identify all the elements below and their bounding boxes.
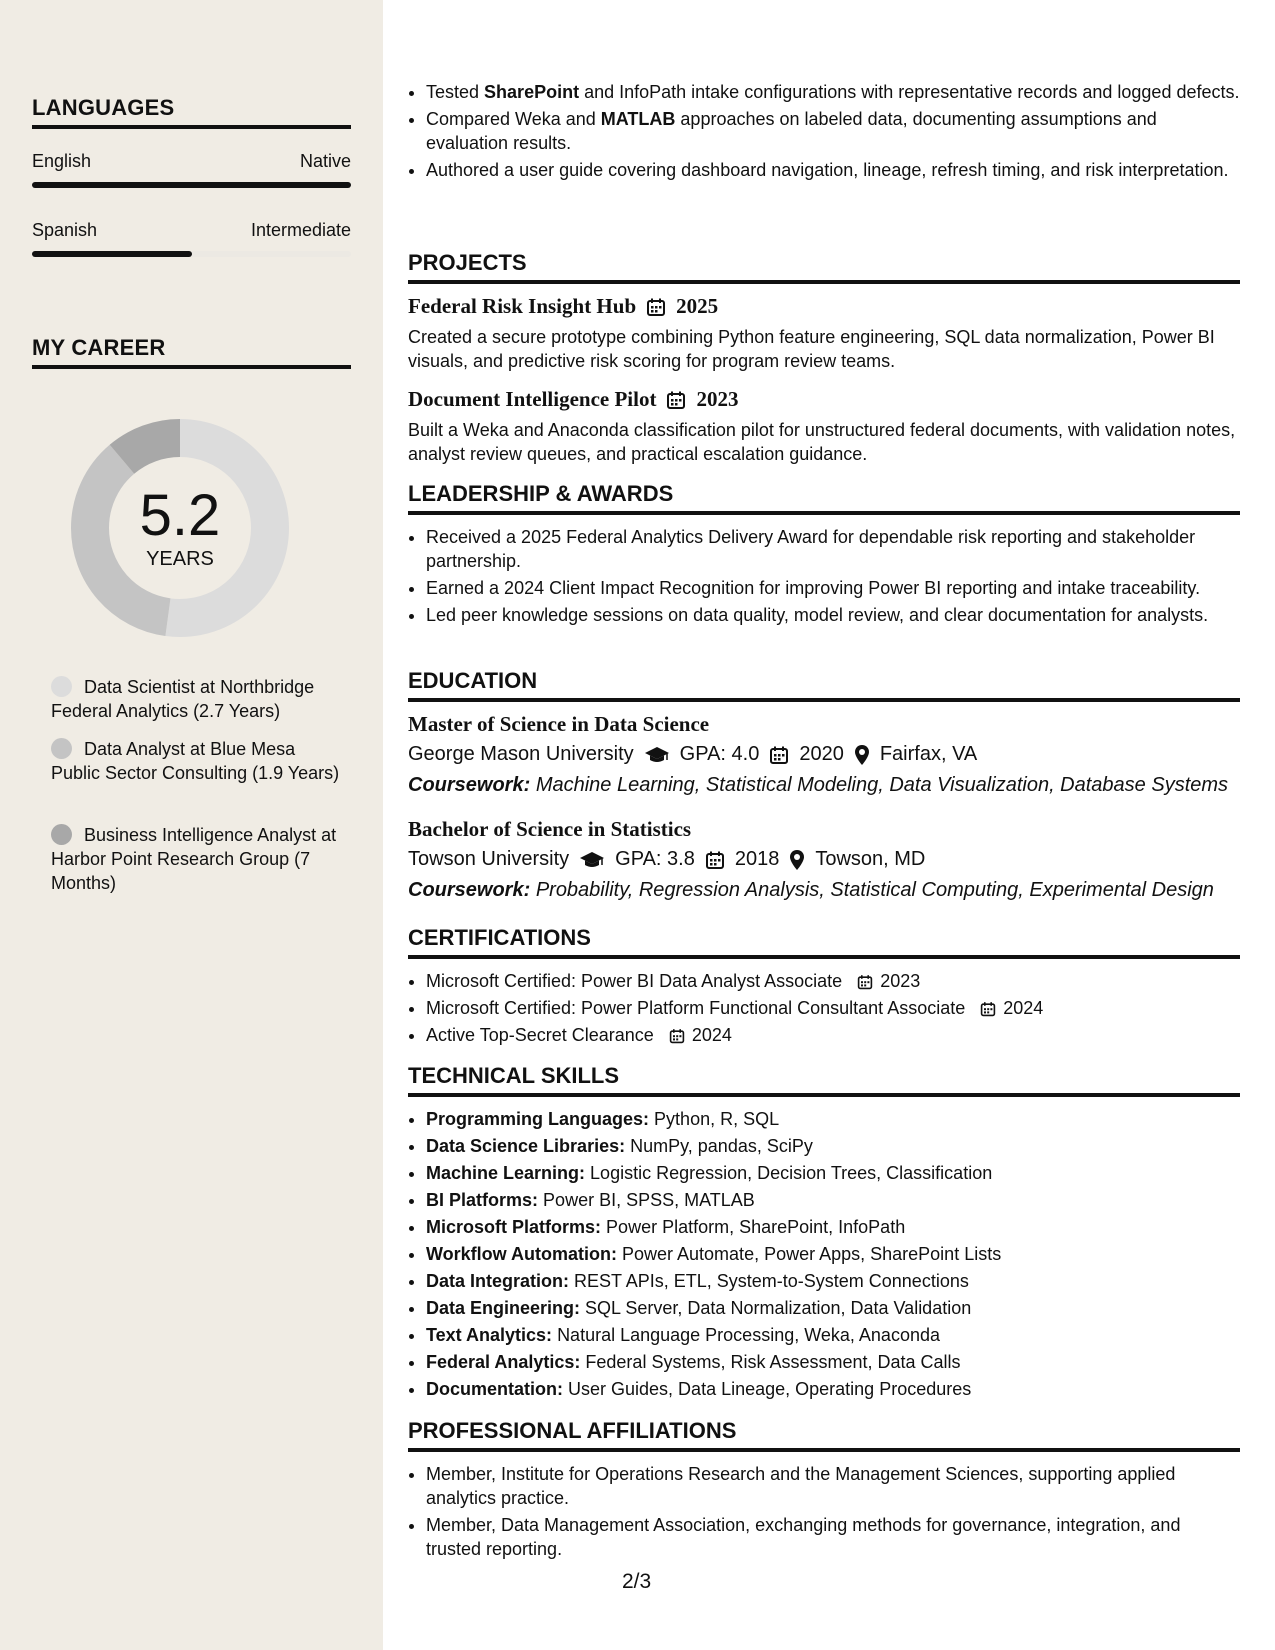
calendar-icon (857, 974, 873, 990)
sidebar (0, 0, 383, 1650)
leadership-section (408, 481, 1240, 630)
graduation-year: 2018 (734, 848, 780, 870)
legend-dot (51, 676, 72, 697)
language-name: English (32, 151, 92, 171)
leadership-item: • Led peer knowledge sessions on data quality, model review, and clear documentation for analysts. (426, 603, 1240, 627)
certification-item: • Microsoft Certified: Power BI Data Analyst Associate 2023 (426, 969, 1240, 993)
certifications-section (408, 925, 1240, 1050)
calendar-icon (666, 390, 686, 410)
project-title: Federal Risk Insight Hub (408, 294, 637, 318)
school-location: Fairfax, VA (879, 743, 978, 765)
career-donut-chart (65, 413, 295, 643)
calendar-icon (705, 850, 725, 870)
language-name: Spanish (32, 220, 98, 240)
affiliations-section (408, 1418, 1240, 1564)
experience-bullet: • Tested SharePoint and InfoPath intake configurations with representative records and logged defects. (426, 80, 1240, 104)
gpa: GPA: 3.8 (615, 848, 695, 870)
career-section (32, 335, 351, 369)
coursework: Probability, Regression Analysis, Statistical Computing, Experimental Design (535, 879, 1214, 901)
language-spanish (32, 220, 351, 257)
gpa: GPA: 4.0 (679, 743, 760, 765)
coursework-label: Coursework: (408, 879, 531, 901)
calendar-icon (769, 745, 789, 765)
languages-heading: LANGUAGES (32, 95, 351, 129)
skill-item: • Microsoft Platforms: Power Platform, SharePoint, InfoPath (426, 1215, 1240, 1239)
legend-label: Data Analyst at Blue Mesa Public Sector Consulting (1.9 Years) (51, 739, 340, 783)
coursework-label: Coursework: (408, 774, 531, 796)
project-year: 2023 (696, 387, 739, 411)
main-content (408, 0, 1240, 1650)
skills-section (408, 1063, 1240, 1404)
skill-item: • Federal Analytics: Federal Systems, Risk Assessment, Data Calls (426, 1350, 1240, 1374)
language-bar-fill (32, 251, 192, 257)
language-english (32, 151, 351, 188)
leadership-heading: LEADERSHIP & AWARDS (408, 481, 1240, 515)
career-total-value: 5.2 (139, 482, 221, 548)
legend-label: Data Scientist at Northbridge Federal Analytics (2.7 Years) (51, 677, 315, 721)
coursework: Machine Learning, Statistical Modeling, Data Visualization, Database Systems (535, 774, 1229, 796)
certification-item: • Active Top-Secret Clearance 2024 (426, 1023, 1240, 1047)
leadership-item: • Earned a 2024 Client Impact Recognition for improving Power BI reporting and intake traceability. (426, 576, 1240, 600)
degree-title: Master of Science in Data Science (408, 712, 710, 736)
project-description: Created a secure prototype combining Python feature engineering, SQL data normalization, Power BI visuals, and predictive risk scoring for program review teams. (408, 327, 1215, 371)
experience-bullet: • Compared Weka and MATLAB approaches on labeled data, documenting assumptions and evaluation results. (426, 107, 1240, 155)
education-section (408, 668, 1240, 902)
language-level: Intermediate (250, 220, 351, 240)
skill-item: • Programming Languages: Python, R, SQL (426, 1107, 1240, 1131)
projects-section (408, 250, 1240, 466)
legend-dot (51, 824, 72, 845)
leadership-item: • Received a 2025 Federal Analytics Delivery Award for dependable risk reporting and stakeholder partnership. (426, 525, 1240, 573)
education-entry (408, 712, 1240, 797)
language-bar-track (32, 182, 351, 188)
projects-heading: PROJECTS (408, 250, 1240, 284)
career-total-unit: YEARS (146, 547, 214, 570)
certifications-heading: CERTIFICATIONS (408, 925, 1240, 959)
experience-bullet: • Authored a user guide covering dashboard navigation, lineage, refresh timing, and risk interpretation. (426, 158, 1240, 182)
degree-title: Bachelor of Science in Statistics (408, 817, 692, 841)
affiliation-item: • Member, Data Management Association, exchanging methods for governance, integration, and trusted reporting. (426, 1513, 1240, 1561)
school-name: Towson University (408, 848, 570, 870)
calendar-icon (646, 297, 666, 317)
graduation-cap-icon (579, 850, 605, 870)
languages-section (32, 95, 351, 257)
project-entry (408, 294, 1240, 373)
skill-item: • Data Science Libraries: NumPy, pandas, SciPy (426, 1134, 1240, 1158)
skill-item: • BI Platforms: Power BI, SPSS, MATLAB (426, 1188, 1240, 1212)
school-location: Towson, MD (815, 848, 926, 870)
skill-item: • Text Analytics: Natural Language Processing, Weka, Anaconda (426, 1323, 1240, 1347)
page-number: 2/3 (622, 1570, 652, 1593)
education-entry (408, 817, 1240, 902)
career-legend-item (51, 737, 341, 785)
career-heading: MY CAREER (32, 335, 351, 369)
experience-continued (408, 80, 1240, 185)
graduation-cap-icon (644, 745, 670, 765)
map-pin-icon (789, 849, 805, 871)
graduation-year: 2020 (799, 743, 844, 765)
project-entry (408, 387, 1240, 466)
education-heading: EDUCATION (408, 668, 1240, 702)
language-level: Native (299, 151, 351, 171)
career-legend-item (51, 675, 341, 723)
certification-item: • Microsoft Certified: Power Platform Functional Consultant Associate 2024 (426, 996, 1240, 1020)
skill-item: • Data Integration: REST APIs, ETL, System-to-System Connections (426, 1269, 1240, 1293)
project-year: 2025 (676, 294, 719, 318)
calendar-icon (980, 1001, 996, 1017)
legend-label: Business Intelligence Analyst at Harbor Point Research Group (7 Months) (51, 825, 337, 893)
affiliation-item: • Member, Institute for Operations Research and the Management Sciences, supporting applied analytics practice. (426, 1462, 1240, 1510)
legend-dot (51, 738, 72, 759)
map-pin-icon (854, 744, 870, 766)
project-description: Built a Weka and Anaconda classification pilot for unstructured federal documents, with validation notes, analyst review queues, and practical escalation guidance. (408, 420, 1236, 464)
project-title: Document Intelligence Pilot (408, 387, 657, 411)
skill-item: • Data Engineering: SQL Server, Data Normalization, Data Validation (426, 1296, 1240, 1320)
calendar-icon (669, 1028, 685, 1044)
skill-item: • Workflow Automation: Power Automate, Power Apps, SharePoint Lists (426, 1242, 1240, 1266)
career-legend-item (51, 823, 341, 895)
school-name: George Mason University (408, 743, 634, 765)
language-bar-track (32, 251, 351, 257)
skill-item: • Machine Learning: Logistic Regression, Decision Trees, Classification (426, 1161, 1240, 1185)
skill-item: • Documentation: User Guides, Data Lineage, Operating Procedures (426, 1377, 1240, 1401)
affiliations-heading: PROFESSIONAL AFFILIATIONS (408, 1418, 1240, 1452)
language-bar-fill (32, 182, 351, 188)
skills-heading: TECHNICAL SKILLS (408, 1063, 1240, 1097)
